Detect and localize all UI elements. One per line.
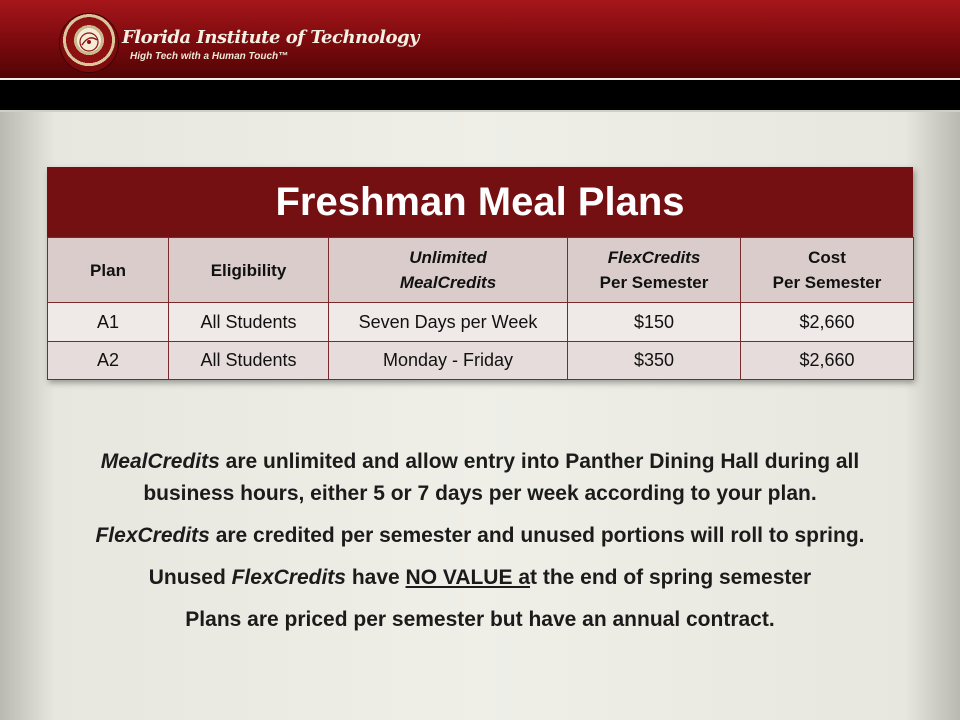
university-name: Florida Institute of Technology (122, 27, 420, 48)
mealcredits-note: MealCredits are unlimited and allow entry into Panther Dining Hall during all business hours, either 5 or 7 days per week according to your plan. (100, 450, 860, 505)
unused-flexcredits-note: Unused FlexCredits have NO VALUE at the end of spring semester (148, 566, 812, 589)
table-header-row (48, 238, 914, 303)
meal-plan-table-container (47, 167, 913, 380)
meal-plan-table (47, 237, 914, 380)
column-header-cost: Cost Per Semester (741, 238, 914, 303)
university-tagline: High Tech with a Human Touch™ (130, 51, 289, 62)
mealcredits-term: MealCredits (100, 450, 220, 473)
no-value-emphasis: NO VALUE a (405, 566, 530, 589)
black-bar (0, 80, 960, 112)
column-header-eligibility: Eligibility (169, 238, 329, 303)
table-row (48, 342, 914, 380)
cell-plan: A1 (48, 303, 169, 342)
flexcredits-term: FlexCredits (95, 524, 210, 547)
column-header-plan: Plan (48, 238, 169, 303)
column-header-unlimited-mealcredits: Unlimited MealCredits (329, 238, 568, 303)
cell-mealcredits: Monday - Friday (329, 342, 568, 380)
table-title: Freshman Meal Plans (47, 167, 913, 237)
cell-cost: $2,660 (741, 303, 914, 342)
university-seal-logo (60, 14, 118, 72)
notes-section (0, 446, 960, 636)
column-header-flexcredits: FlexCredits Per Semester (568, 238, 741, 303)
cell-cost: $2,660 (741, 342, 914, 380)
cell-mealcredits: Seven Days per Week (329, 303, 568, 342)
flexcredits-note: FlexCredits are credited per semester and unused portions will roll to spring. (95, 524, 865, 547)
table-row (48, 303, 914, 342)
cell-plan: A2 (48, 342, 169, 380)
pricing-note: Plans are priced per semester but have an annual contract. (185, 608, 775, 631)
cell-eligibility: All Students (169, 303, 329, 342)
cell-flexcredits: $150 (568, 303, 741, 342)
header-banner (0, 0, 960, 78)
cell-eligibility: All Students (169, 342, 329, 380)
cell-flexcredits: $350 (568, 342, 741, 380)
